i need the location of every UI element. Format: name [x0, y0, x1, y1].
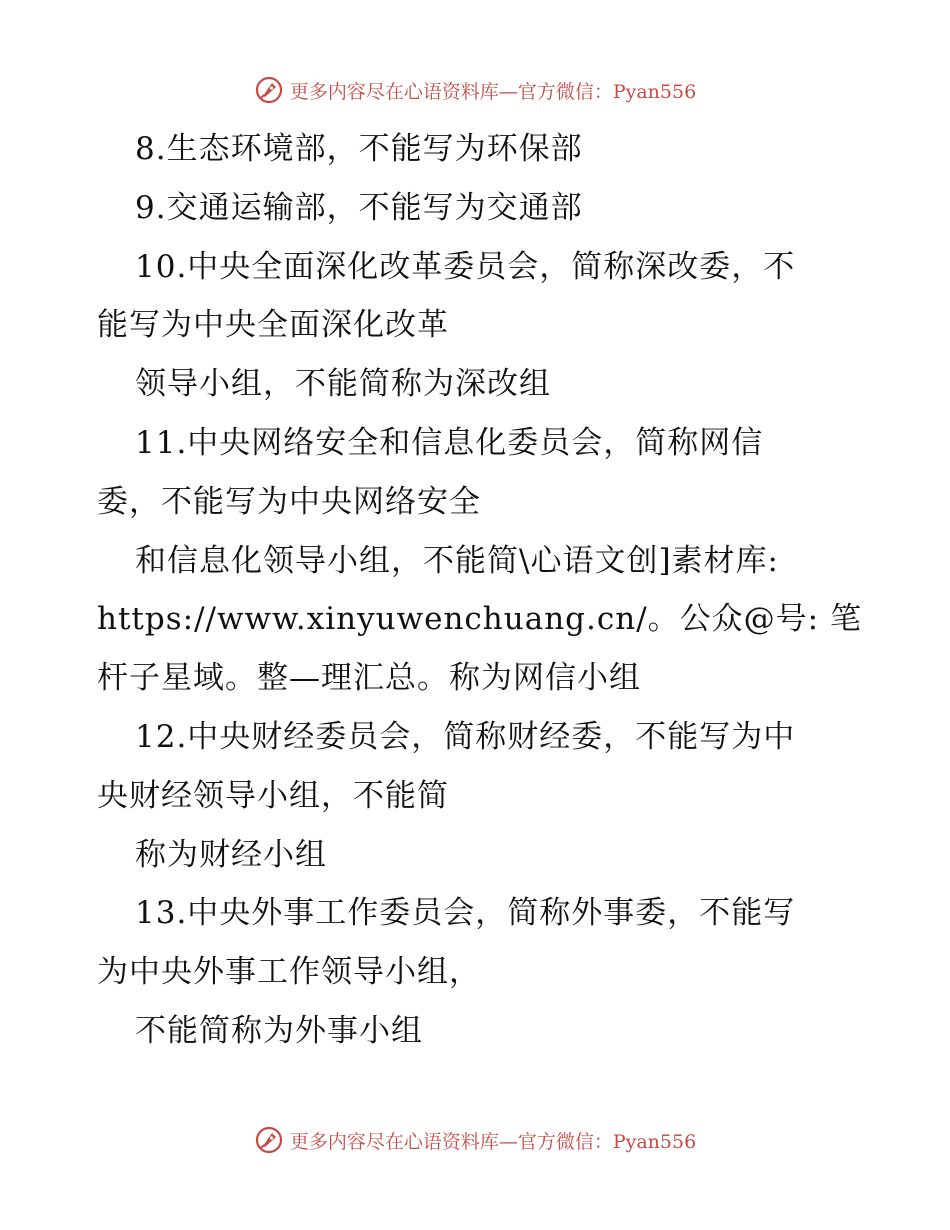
text-line: 为中央外事工作领导小组，	[97, 954, 481, 991]
footer-banner	[0, 1120, 950, 1160]
text-line: 领导小组，不能简称为深改组	[135, 366, 551, 403]
text-line: 10.中央全面深化改革委员会，简称深改委，不	[135, 248, 796, 285]
text-line: 杆子星域。整—理汇总。称为网信小组	[97, 660, 641, 697]
banner-text: 更多内容尽在心语资料库—官方微信：Pyan556	[289, 1130, 697, 1153]
text-line: 11.中央网络安全和信息化委员会，简称网信	[135, 424, 764, 461]
text-line: 不能简称为外事小组	[135, 1012, 423, 1049]
text-line: 8.生态环境部，不能写为环保部	[135, 131, 583, 167]
text-line: 和信息化领导小组，不能简\心语文创]素材库:	[135, 542, 779, 579]
text-line: 称为财经小组	[135, 836, 327, 873]
text-line: 9.交通运输部，不能写为交通部	[135, 189, 583, 226]
header-banner	[0, 70, 950, 110]
text-line: 央财经领导小组，不能简	[97, 777, 449, 814]
text-line: 13.中央外事工作委员会，简称外事委，不能写	[135, 895, 796, 932]
text-line: https://www.xinyuwenchuang.cn/。公众@号: 笔	[97, 601, 862, 638]
document-body	[97, 120, 862, 1061]
pen-nib-logo-icon	[254, 1125, 284, 1155]
text-line: 委，不能写为中央网络安全	[97, 483, 481, 520]
pen-nib-logo-icon	[254, 75, 284, 105]
banner-text: 更多内容尽在心语资料库—官方微信：Pyan556	[289, 80, 697, 103]
text-line: 12.中央财经委员会，简称财经委，不能写为中	[135, 718, 796, 755]
text-line: 能写为中央全面深化改革	[97, 307, 449, 344]
